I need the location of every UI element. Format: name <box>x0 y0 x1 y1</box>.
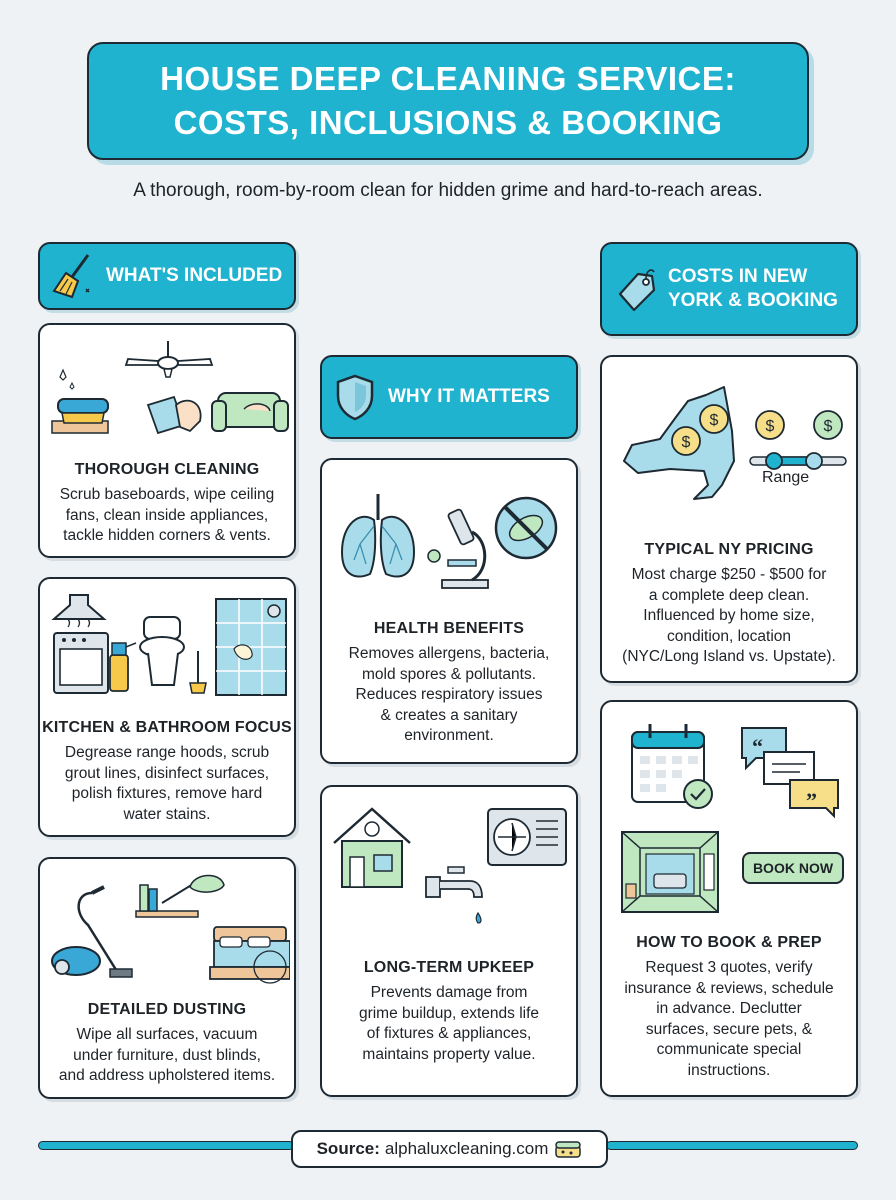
pricing-line-4: condition, location <box>666 627 792 645</box>
svg-text:$: $ <box>681 434 691 451</box>
kitchen-line-2: grout lines, disinfect surfaces, <box>64 764 270 782</box>
card-typical-ny-pricing <box>600 355 858 683</box>
typical-ny-pricing-text <box>612 565 846 668</box>
upkeep-line-1: Prevents damage from <box>370 984 528 1001</box>
kitchen-line-1: Degrease range hoods, scrub <box>64 744 270 761</box>
booking-illustration <box>610 714 852 924</box>
section-costs-label-line-2: YORK & BOOKING <box>668 290 838 311</box>
booking-line-3: in advance. Declutter <box>656 1000 802 1017</box>
health-benefits-text <box>332 644 566 747</box>
svg-text:$: $ <box>709 412 719 429</box>
thorough-line-3: tackle hidden corners & vents. <box>63 527 271 544</box>
health-line-5: environment. <box>404 727 494 744</box>
section-costs-booking <box>600 242 858 336</box>
kitchen-line-3: polish fixtures, remove hard <box>71 785 263 802</box>
thorough-line-2: fans, clean inside appliances, <box>65 506 269 524</box>
svg-text:“: “ <box>752 734 763 759</box>
book-now-button[interactable]: BOOK NOW <box>742 852 844 884</box>
card-long-term-upkeep <box>320 785 578 1097</box>
shield-icon <box>332 372 378 422</box>
pricing-line-3: Influenced by home size, <box>643 607 815 624</box>
dusting-line-1: Wipe all surfaces, vacuum <box>76 1026 258 1043</box>
pricing-line-2: a complete deep clean. <box>648 586 810 604</box>
kitchen-bathroom-illustration <box>48 591 290 701</box>
thorough-line-1: Scrub baseboards, wipe ceiling <box>59 486 275 503</box>
booking-line-4: surfaces, secure pets, & <box>645 1020 813 1038</box>
pricing-line-5: (NYC/Long Island vs. Upstate). <box>622 648 836 665</box>
kitchen-bathroom-text <box>50 743 284 825</box>
health-line-1: Removes allergens, bacteria, <box>348 645 550 662</box>
upkeep-line-2: grime buildup, extends life <box>358 1004 540 1022</box>
card-kitchen-bathroom <box>38 577 296 837</box>
section-whats-included <box>38 242 296 310</box>
source-link[interactable]: alphaluxcleaning.com <box>384 1139 549 1158</box>
upkeep-illustration <box>330 801 572 941</box>
svg-text:$: $ <box>823 418 833 435</box>
booking-line-6: instructions. <box>687 1061 771 1079</box>
source-credit <box>291 1130 608 1168</box>
dusting-line-3: and address upholstered items. <box>58 1067 276 1084</box>
booking-line-1: Request 3 quotes, verify <box>645 959 813 976</box>
typical-ny-pricing-heading: TYPICAL NY PRICING <box>644 541 814 558</box>
section-why-it-matters-label: WHY IT MATTERS <box>388 386 550 407</box>
health-illustration <box>330 480 572 592</box>
cleaning-tools-illustration <box>48 335 290 440</box>
dusting-illustration <box>48 873 290 985</box>
subtitle: A thorough, room-by-room clean for hidden grime and hard-to-reach areas. <box>133 180 763 201</box>
sponge-icon <box>554 1138 582 1160</box>
upkeep-line-4: maintains property value. <box>362 1045 536 1063</box>
upkeep-line-3: of fixtures & appliances, <box>366 1025 532 1042</box>
long-term-upkeep-text <box>332 983 566 1065</box>
pricing-line-1: Most charge $250 - $500 for <box>631 566 827 583</box>
source-label: Source: <box>316 1139 380 1158</box>
health-benefits-heading: HEALTH BENEFITS <box>373 620 525 637</box>
price-tag-icon <box>612 264 658 314</box>
title-banner <box>87 42 809 160</box>
booking-line-5: communicate special <box>656 1041 802 1058</box>
thorough-cleaning-text <box>50 485 284 547</box>
kitchen-line-4: water stains. <box>123 805 211 823</box>
detailed-dusting-heading: DETAILED DUSTING <box>87 1001 247 1018</box>
ny-map-illustration <box>610 373 852 513</box>
section-costs-booking-label <box>668 265 838 313</box>
svg-text:$: $ <box>765 418 775 435</box>
how-to-book-heading: HOW TO BOOK & PREP <box>636 934 822 951</box>
section-costs-label-line-1: COSTS IN NEW <box>668 266 808 287</box>
title-line-2: COSTS, INCLUSIONS & BOOKING <box>173 104 723 141</box>
health-line-3: Reduces respiratory issues <box>355 686 543 703</box>
how-to-book-text <box>612 958 846 1081</box>
broom-icon <box>50 251 96 301</box>
detailed-dusting-text <box>50 1025 284 1087</box>
card-thorough-cleaning <box>38 323 296 558</box>
title-line-1: HOUSE DEEP CLEANING SERVICE: <box>160 60 736 97</box>
footer-line-right <box>606 1141 858 1150</box>
range-label: Range <box>762 469 810 486</box>
card-health-benefits <box>320 458 578 764</box>
svg-text:”: ” <box>806 788 817 813</box>
health-line-2: mold spores & pollutants. <box>361 665 537 683</box>
booking-line-2: insurance & reviews, schedule <box>624 979 834 997</box>
long-term-upkeep-heading: LONG-TERM UPKEEP <box>363 959 535 976</box>
thorough-cleaning-heading: THOROUGH CLEANING <box>74 461 260 478</box>
card-detailed-dusting <box>38 857 296 1099</box>
health-line-4: & creates a sanitary <box>380 706 518 724</box>
kitchen-bathroom-heading: KITCHEN & BATHROOM FOCUS <box>42 719 292 736</box>
section-why-it-matters <box>320 355 578 439</box>
section-whats-included-label: WHAT'S INCLUDED <box>106 265 283 286</box>
footer-line-left <box>38 1141 294 1150</box>
dusting-line-2: under furniture, dust blinds, <box>73 1046 261 1064</box>
card-how-to-book <box>600 700 858 1097</box>
